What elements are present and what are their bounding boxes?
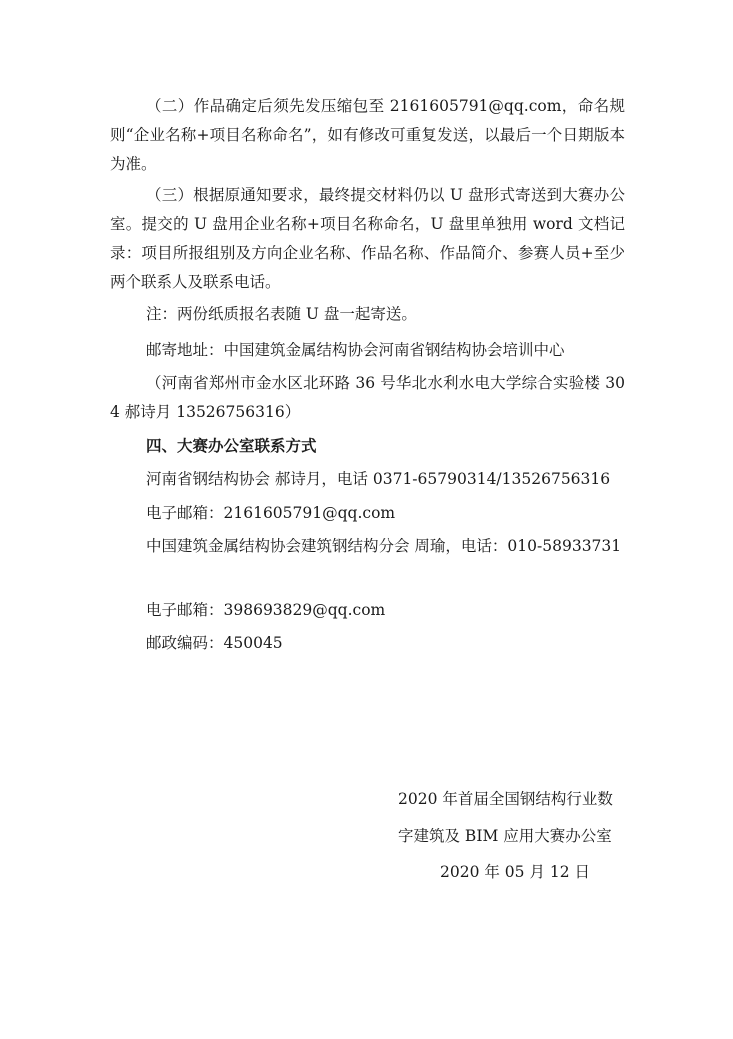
email-1: 电子邮箱：2161605791@qq.com: [146, 504, 396, 522]
paragraph-item-2: （二）作品确定后须先发压缩包至 2161605791@qq.com，命名规则“企业名称+项目名称命名”，如有修改可重复发送，以最后一个日期版本为准。: [110, 97, 625, 173]
address-detail: （河南省郑州市金水区北环路 36 号华北水利水电大学综合实验楼 304 郝诗月 13526756316）: [110, 374, 625, 421]
section-4-heading: 四、大赛办公室联系方式: [146, 436, 317, 455]
signature-line-1: 2020 年首届全国钢结构行业数: [398, 790, 613, 808]
postcode: 邮政编码：450045: [146, 634, 283, 652]
contact-china-association: 中国建筑金属结构协会建筑钢结构分会 周瑜，电话：010-58933731: [146, 537, 622, 555]
signature-date: 2020 年 05 月 12 日: [440, 863, 591, 881]
mailing-address: 邮寄地址：中国建筑金属结构协会河南省钢结构协会培训中心: [146, 341, 565, 359]
contact-henan: 河南省钢结构协会 郝诗月，电话 0371-65790314/13526756316: [146, 470, 611, 488]
paragraph-item-3: （三）根据原通知要求，最终提交材料仍以 U 盘形式寄送到大赛办公室。提交的 U 盘用企业名称+项目名称命名，U 盘里单独用 word 文档记录：项目所报组别及方向企业名称、作品名称、作品简介、参赛人员+至少两个联系人及联系电话。: [110, 186, 625, 291]
note-line: 注：两份纸质报名表随 U 盘一起寄送。: [146, 305, 417, 323]
email-2: 电子邮箱：398693829@qq.com: [146, 601, 386, 619]
signature-line-2: 字建筑及 BIM 应用大赛办公室: [398, 827, 612, 845]
